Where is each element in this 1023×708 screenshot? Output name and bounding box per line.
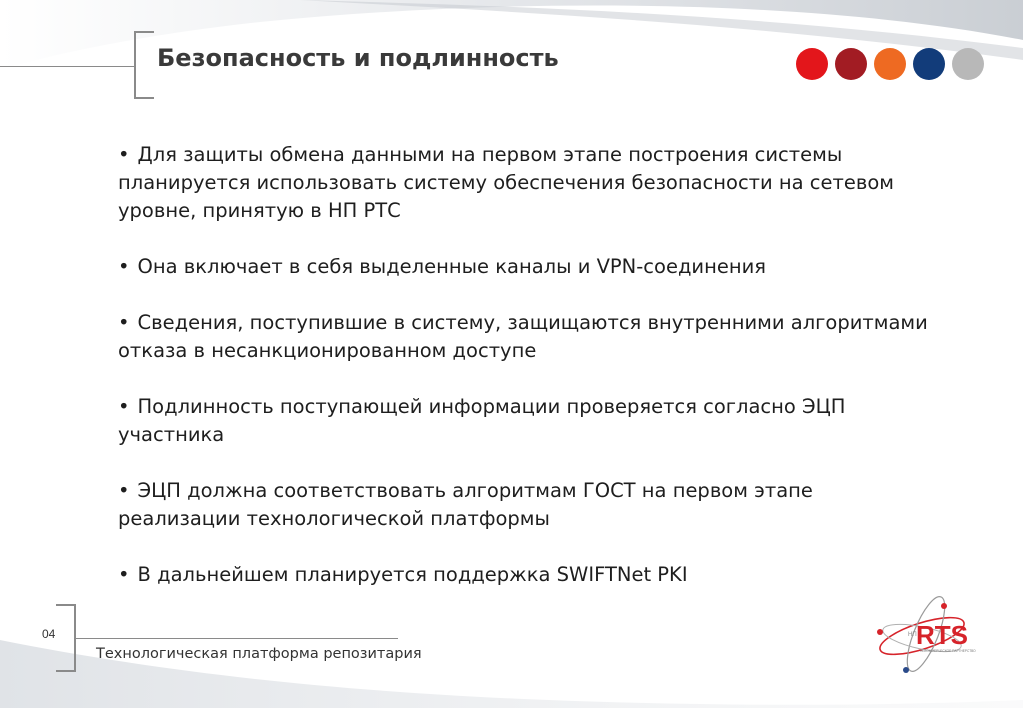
- header-bracket-bottom: [134, 97, 154, 99]
- bullet-marker: •: [118, 479, 130, 502]
- bullet-text: Для защиты обмена данными на первом этапе построения системы планируется использовать систему обеспечения безопасности на сетевом уровне, принятую в НП РТС: [118, 143, 895, 222]
- footer-bracket-bottom: [56, 670, 76, 672]
- header-bracket-vertical: [134, 31, 136, 99]
- header-bracket-top: [134, 31, 154, 33]
- brand-dot-gray: [952, 48, 984, 80]
- bullet-text: Сведения, поступившие в систему, защищаются внутренними алгоритмами отказа в несанкционированном доступе: [118, 311, 928, 362]
- footer-rule: [76, 638, 398, 639]
- bullet-text: В дальнейшем планируется поддержка SWIFTNet PKI: [137, 563, 688, 586]
- bullet-text: Подлинность поступающей информации проверяется согласно ЭЦП участника: [118, 395, 846, 446]
- bullet-marker: •: [118, 563, 130, 586]
- brand-dot-red: [796, 48, 828, 80]
- logo-tagline: НЕКОММЕРЧЕСКОЕ ПАРТНЕРСТВО: [920, 649, 976, 653]
- footer-bracket-top: [56, 604, 76, 606]
- bullet-marker: •: [118, 255, 130, 278]
- bullet-item: [118, 309, 938, 365]
- bullet-marker: •: [118, 311, 130, 334]
- bullet-marker: •: [118, 395, 130, 418]
- page-number: 04: [42, 627, 56, 641]
- bullet-item: [118, 393, 938, 449]
- brand-dot-orange: [874, 48, 906, 80]
- brand-dots: [796, 48, 984, 80]
- rts-logo: [872, 592, 982, 682]
- bullet-text: ЭЦП должна соответствовать алгоритмам ГОСТ на первом этапе реализации технологической платформы: [118, 479, 813, 530]
- bullet-marker: •: [118, 143, 130, 166]
- logo-wordmark: RTS: [916, 620, 968, 650]
- header-rule: [0, 66, 134, 67]
- bullet-item: [118, 477, 938, 533]
- bullet-item: [118, 141, 938, 225]
- logo-prefix: НП: [908, 632, 917, 638]
- bullet-item: [118, 253, 938, 281]
- brand-dot-navy: [913, 48, 945, 80]
- brand-dot-dark-red: [835, 48, 867, 80]
- bullet-item: [118, 561, 938, 589]
- bullet-list: [118, 141, 938, 617]
- bullet-text: Она включает в себя выделенные каналы и VPN-соединения: [137, 255, 767, 278]
- footer-caption: Технологическая платформа репозитария: [96, 646, 422, 662]
- page-title: Безопасность и подлинность: [157, 44, 559, 72]
